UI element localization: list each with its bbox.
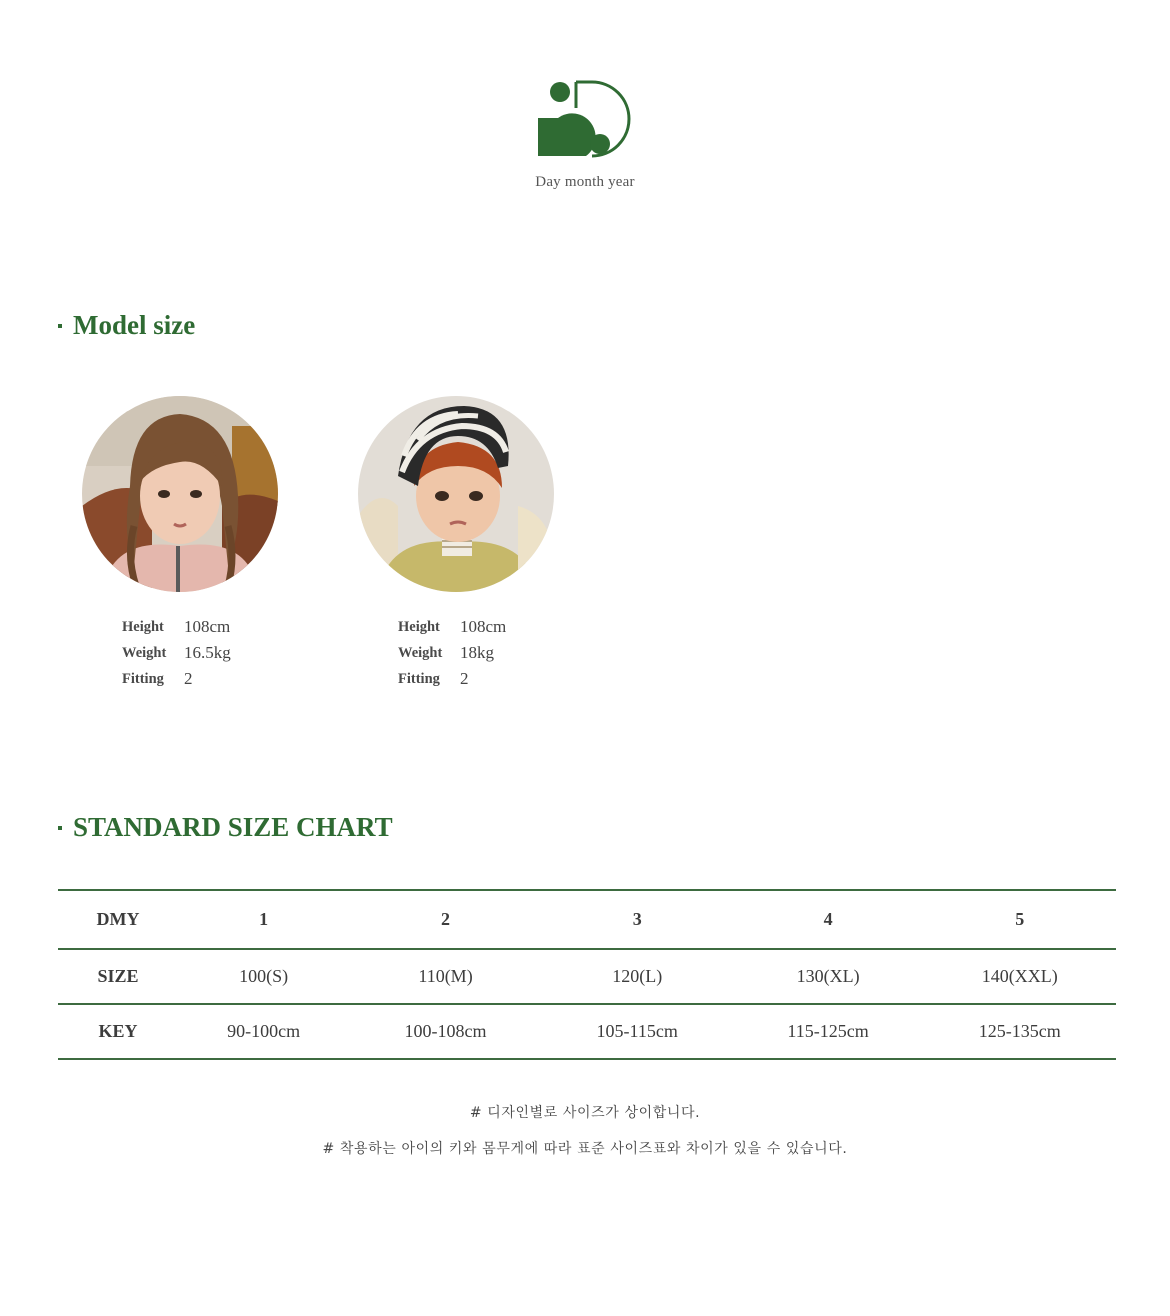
table-cell: 110(M) bbox=[349, 949, 541, 1004]
weight-value: 16.5kg bbox=[184, 643, 231, 662]
table-cell: 100(S) bbox=[178, 949, 349, 1004]
fitting-value: 2 bbox=[460, 669, 469, 688]
fitting-label: Fitting bbox=[122, 670, 164, 687]
size-note-fit: # 착용하는 아이의 키와 몸무게에 따라 표준 사이즈표와 차이가 있을 수 있습니다. bbox=[322, 1141, 848, 1157]
table-cell: 115-125cm bbox=[733, 1004, 924, 1059]
height-value: 108cm bbox=[460, 617, 507, 636]
size-chart-title-text: STANDARD SIZE CHART bbox=[73, 812, 393, 842]
height-label: Height bbox=[398, 618, 440, 635]
table-cell: 105-115cm bbox=[542, 1004, 733, 1059]
brand-logo bbox=[520, 78, 650, 208]
model-card-girl bbox=[82, 396, 282, 692]
weight-row bbox=[398, 640, 558, 666]
table-row bbox=[58, 1004, 1116, 1059]
table-cell: 1 bbox=[178, 890, 349, 949]
row-header: SIZE bbox=[58, 949, 178, 1004]
weight-label: Weight bbox=[398, 644, 443, 661]
table-cell: 125-135cm bbox=[924, 1004, 1116, 1059]
weight-value: 18kg bbox=[460, 643, 494, 662]
table-cell: 120(L) bbox=[542, 949, 733, 1004]
table-row bbox=[58, 949, 1116, 1004]
model-card-boy bbox=[358, 396, 558, 692]
model-size-title bbox=[58, 310, 195, 341]
row-header: KEY bbox=[58, 1004, 178, 1059]
table-cell: 2 bbox=[349, 890, 541, 949]
bullet-icon bbox=[58, 324, 62, 328]
weight-row bbox=[122, 640, 282, 666]
girl-model-stats bbox=[122, 614, 282, 692]
brand-name: Day month year bbox=[535, 174, 635, 190]
boy-model-stats bbox=[398, 614, 558, 692]
size-note-design: # 디자인별로 사이즈가 상이합니다. bbox=[469, 1105, 701, 1121]
table-cell: 4 bbox=[733, 890, 924, 949]
table-row bbox=[58, 890, 1116, 949]
height-row bbox=[398, 614, 558, 640]
table-cell: 140(XXL) bbox=[924, 949, 1116, 1004]
size-chart-title bbox=[58, 812, 393, 843]
size-chart-table bbox=[58, 889, 1116, 1060]
bullet-icon bbox=[58, 826, 62, 830]
weight-label: Weight bbox=[122, 644, 167, 661]
fitting-row bbox=[122, 666, 282, 692]
height-value: 108cm bbox=[184, 617, 231, 636]
model-size-title-text: Model size bbox=[73, 310, 196, 340]
fitting-value: 2 bbox=[184, 669, 193, 688]
table-cell: 90-100cm bbox=[178, 1004, 349, 1059]
fitting-label: Fitting bbox=[398, 670, 440, 687]
height-label: Height bbox=[122, 618, 164, 635]
table-cell: 5 bbox=[924, 890, 1116, 949]
boy-model-photo bbox=[358, 396, 554, 592]
row-header: DMY bbox=[58, 890, 178, 949]
height-row bbox=[122, 614, 282, 640]
girl-model-photo bbox=[82, 396, 278, 592]
fitting-row bbox=[398, 666, 558, 692]
table-cell: 3 bbox=[542, 890, 733, 949]
table-cell: 130(XL) bbox=[733, 949, 924, 1004]
dmy-logo-icon bbox=[534, 78, 636, 160]
table-cell: 100-108cm bbox=[349, 1004, 541, 1059]
